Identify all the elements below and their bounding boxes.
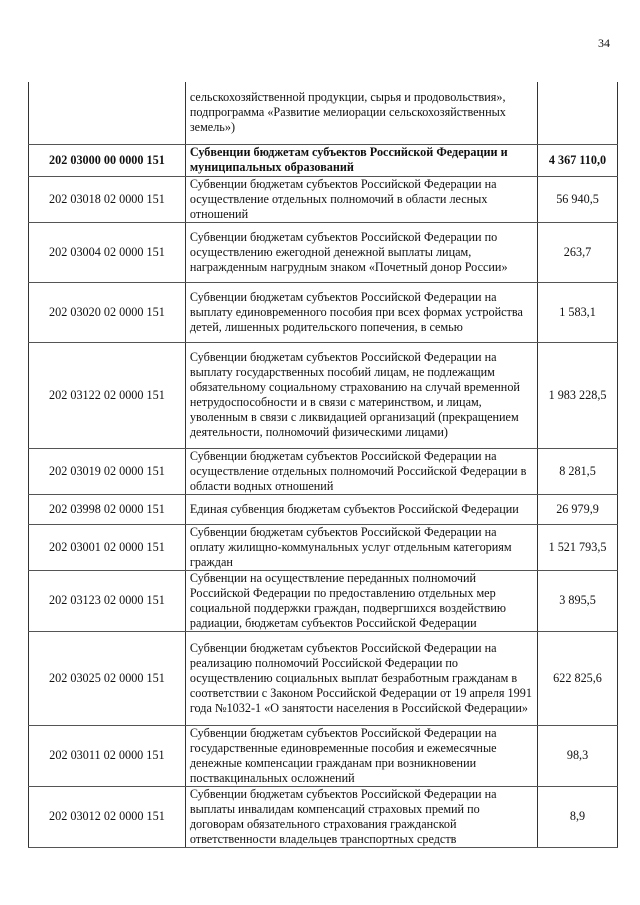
table-row <box>29 725 618 786</box>
budget-code-cell <box>29 82 186 144</box>
amount-cell <box>538 82 618 144</box>
amount-cell: 4 367 110,0 <box>538 144 618 176</box>
amount-cell: 622 825,6 <box>538 631 618 725</box>
budget-code-cell: 202 03018 02 0000 151 <box>29 176 186 222</box>
budget-code-cell: 202 03123 02 0000 151 <box>29 570 186 631</box>
budget-code-cell: 202 03025 02 0000 151 <box>29 631 186 725</box>
description-cell: Субвенции бюджетам субъектов Российской Федерации на осуществление отдельных полномочий в области лесных отношений <box>185 176 537 222</box>
description-cell: Субвенции бюджетам субъектов Российской Федерации и муниципальных образований <box>185 144 537 176</box>
budget-table <box>28 82 618 848</box>
budget-code-cell: 202 03019 02 0000 151 <box>29 448 186 494</box>
amount-cell: 1 583,1 <box>538 282 618 342</box>
amount-cell: 98,3 <box>538 725 618 786</box>
table-row <box>29 631 618 725</box>
description-cell: Субвенции бюджетам субъектов Российской Федерации на осуществление отдельных полномочий Российской Федерации в области водных отношений <box>185 448 537 494</box>
amount-cell: 1 983 228,5 <box>538 342 618 448</box>
description-cell: Единая субвенция бюджетам субъектов Российской Федерации <box>185 494 537 524</box>
description-cell: Субвенции бюджетам субъектов Российской Федерации по осуществлению ежегодной денежной выплаты лицам, награжденным нагрудным знаком «Почетный донор России» <box>185 222 537 282</box>
description-cell: Субвенции бюджетам субъектов Российской Федерации на государственные единовременные пособия и ежемесячные денежные компенсации гражданам при возникновении поствакцинальных осложнений <box>185 725 537 786</box>
description-cell: Субвенции на осуществление переданных полномочий Российской Федерации по предоставлению отдельных мер социальной поддержки граждан, подвергшихся воздействию радиации, бюджетам субъектов Российской Федерации <box>185 570 537 631</box>
amount-cell: 26 979,9 <box>538 494 618 524</box>
table-row <box>29 494 618 524</box>
budget-code-cell: 202 03020 02 0000 151 <box>29 282 186 342</box>
description-cell: сельскохозяйственной продукции, сырья и продовольствия», подпрограмма «Развитие мелиорации сельскохозяйственных земель») <box>185 82 537 144</box>
budget-code-cell: 202 03012 02 0000 151 <box>29 786 186 847</box>
table-row <box>29 82 618 144</box>
page-number: 34 <box>598 36 610 50</box>
table-row <box>29 222 618 282</box>
amount-cell: 8 281,5 <box>538 448 618 494</box>
table-row <box>29 282 618 342</box>
amount-cell: 8,9 <box>538 786 618 847</box>
table-row <box>29 524 618 570</box>
table-row <box>29 448 618 494</box>
budget-code-cell: 202 03004 02 0000 151 <box>29 222 186 282</box>
budget-code-cell: 202 03001 02 0000 151 <box>29 524 186 570</box>
table-row <box>29 144 618 176</box>
budget-code-cell: 202 03011 02 0000 151 <box>29 725 186 786</box>
amount-cell: 1 521 793,5 <box>538 524 618 570</box>
amount-cell: 263,7 <box>538 222 618 282</box>
budget-table-body <box>29 82 618 847</box>
amount-cell: 3 895,5 <box>538 570 618 631</box>
budget-code-cell: 202 03122 02 0000 151 <box>29 342 186 448</box>
description-cell: Субвенции бюджетам субъектов Российской Федерации на выплату единовременного пособия при всех формах устройства детей, лишенных родительского попечения, в семью <box>185 282 537 342</box>
budget-code-cell: 202 03000 00 0000 151 <box>29 144 186 176</box>
description-cell: Субвенции бюджетам субъектов Российской Федерации на реализацию полномочий Российской Федерации по осуществлению социальных выплат безработным гражданам в соответствии с Законом Российской Федерации от 19 апреля 1991 года №1032-1 «О занятости населения в Российской Федерации» <box>185 631 537 725</box>
description-cell: Субвенции бюджетам субъектов Российской Федерации на выплаты инвалидам компенсаций страховых премий по договорам обязательного страхования гражданской ответственности владельцев транспортных средств <box>185 786 537 847</box>
budget-code-cell: 202 03998 02 0000 151 <box>29 494 186 524</box>
table-row <box>29 570 618 631</box>
table-row <box>29 342 618 448</box>
amount-cell: 56 940,5 <box>538 176 618 222</box>
description-cell: Субвенции бюджетам субъектов Российской Федерации на выплату государственных пособий лицам, не подлежащим обязательному социальному страхованию на случай временной нетрудоспособности и в связи с материнством, и лицам, уволенным в связи с ликвидацией организаций (прекращением деятельности, полномочий физическими лицами) <box>185 342 537 448</box>
table-row <box>29 786 618 847</box>
description-cell: Субвенции бюджетам субъектов Российской Федерации на оплату жилищно-коммунальных услуг отдельным категориям граждан <box>185 524 537 570</box>
table-row <box>29 176 618 222</box>
